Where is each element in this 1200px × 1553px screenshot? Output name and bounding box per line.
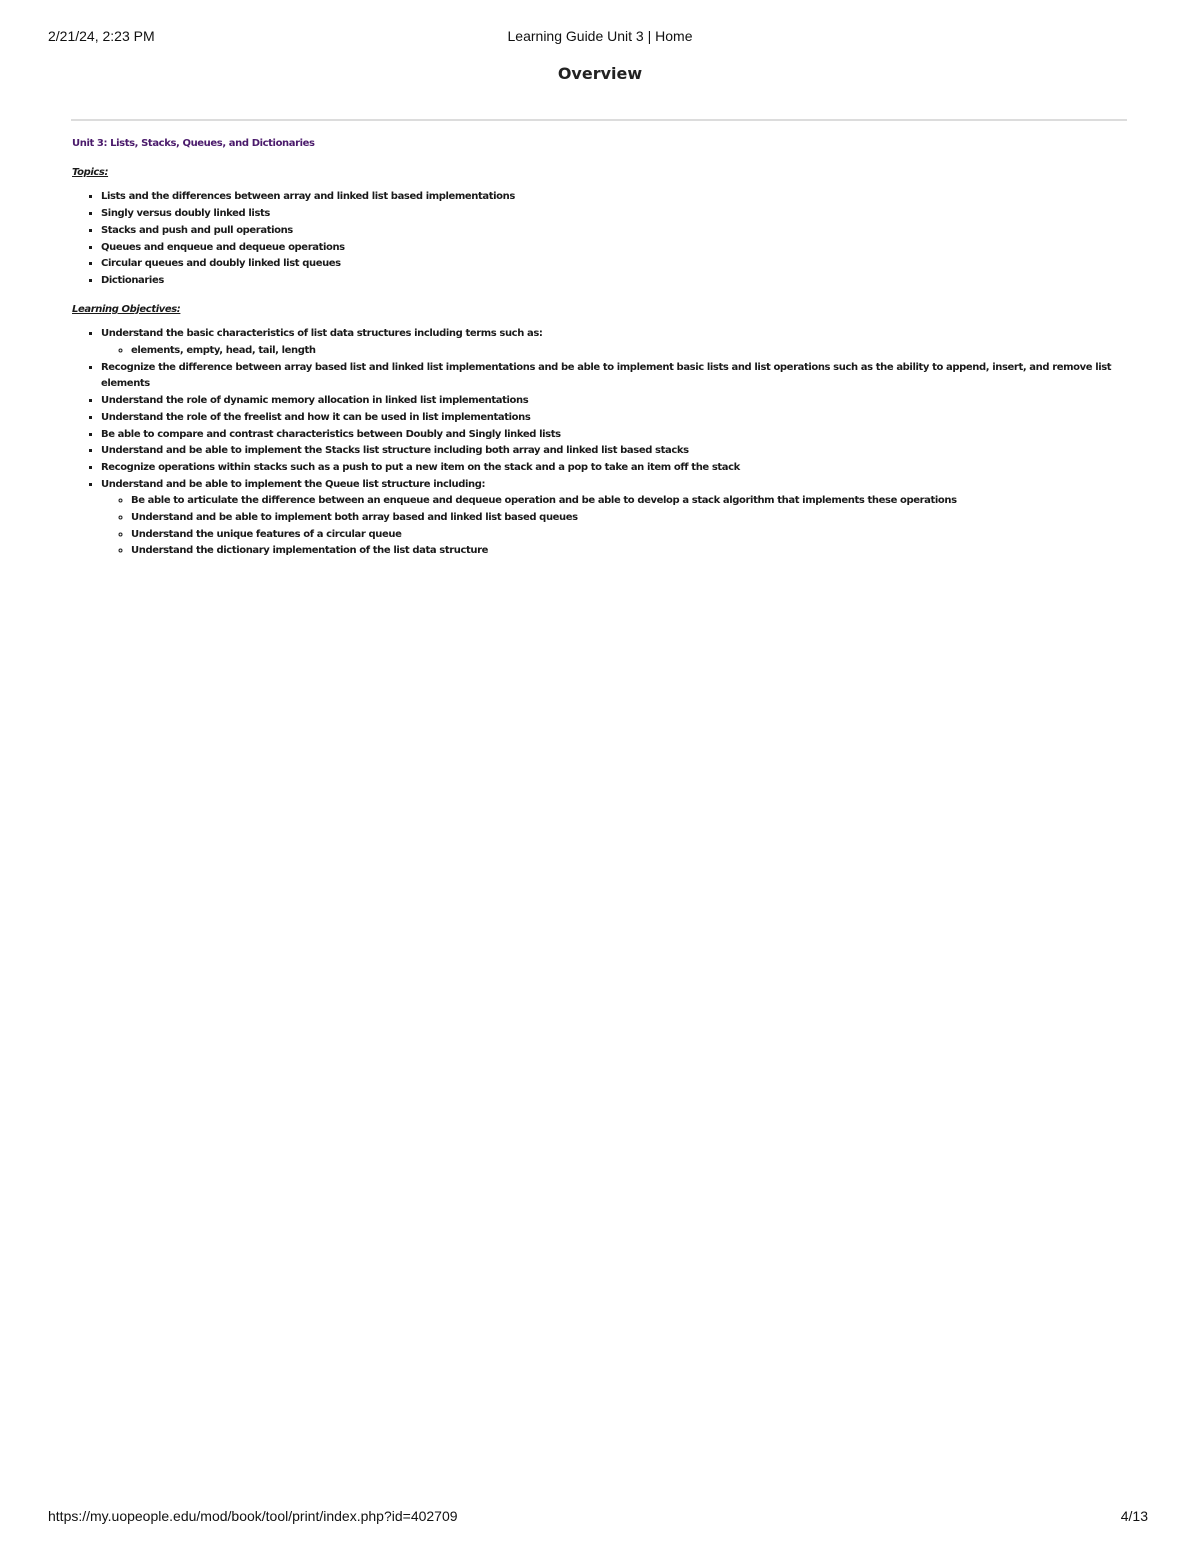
list-item: ◦ elements, empty, head, tail, length [131, 343, 1112, 360]
sub-list [101, 493, 1112, 560]
objectives-label: Learning Objectives: [72, 303, 181, 315]
list-item: ▪ Recognize operations within stacks such as a push to put a new item on the stack and a pop to take an item off the stack [101, 460, 1112, 477]
list-item [101, 326, 1112, 359]
list-item: ▪ Be able to compare and contrast characteristics between Doubly and Singly linked lists [101, 427, 1112, 444]
title-divider [71, 119, 1127, 121]
list-item: ◦ Be able to articulate the difference between an enqueue and dequeue operation and be able to develop a stack algorithm that implements these operations [131, 493, 1112, 510]
sub-list [101, 343, 1112, 360]
chapter-title: Overview [557, 64, 643, 83]
page-number: 4/13 [1120, 1508, 1148, 1524]
list-item: ◦ Understand the dictionary implementation of the list data structure [131, 543, 1112, 560]
print-footer [0, 1508, 1200, 1528]
print-header [0, 28, 1200, 48]
list-item: ▪ Singly versus doubly linked lists [101, 206, 1112, 223]
list-item: ▪ Circular queues and doubly linked list queues [101, 256, 1112, 273]
list-item: ▪ Dictionaries [101, 273, 1112, 290]
objectives-list [72, 326, 1112, 560]
topics-list [72, 189, 1112, 289]
list-item: ◦ Understand and be able to implement both array based and linked list based queues [131, 510, 1112, 527]
list-item: ▪ Stacks and push and pull operations [101, 223, 1112, 240]
list-item: ▪ Understand the role of dynamic memory allocation in linked list implementations [101, 393, 1112, 410]
list-item: ◦ Understand the unique features of a circular queue [131, 527, 1112, 544]
list-item-text: Understand and be able to implement the Queue list structure including: [101, 478, 486, 490]
list-item [101, 477, 1112, 561]
print-date: 2/21/24, 2:23 PM [48, 28, 155, 44]
page-url: https://my.uopeople.edu/mod/book/tool/print/index.php?id=402709 [48, 1508, 458, 1524]
unit-title: Unit 3: Lists, Stacks, Queues, and Dictionaries [72, 138, 315, 149]
list-item: ▪ Understand the role of the freelist and how it can be used in list implementations [101, 410, 1112, 427]
list-item: ▪ Recognize the difference between array based list and linked list implementations and be able to implement basic lists and list operations such as the ability to append, insert, and remove list elements [101, 360, 1112, 393]
document-title: Learning Guide Unit 3 | Home [507, 28, 693, 44]
book-content [72, 136, 1112, 572]
list-item: ▪ Understand and be able to implement the Stacks list structure including both array and linked list based stacks [101, 443, 1112, 460]
list-item: ▪ Lists and the differences between array and linked list based implementations [101, 189, 1112, 206]
topics-label: Topics: [72, 166, 109, 178]
list-item: ▪ Queues and enqueue and dequeue operations [101, 240, 1112, 257]
list-item-text: Understand the basic characteristics of list data structures including terms such as: [101, 328, 543, 340]
